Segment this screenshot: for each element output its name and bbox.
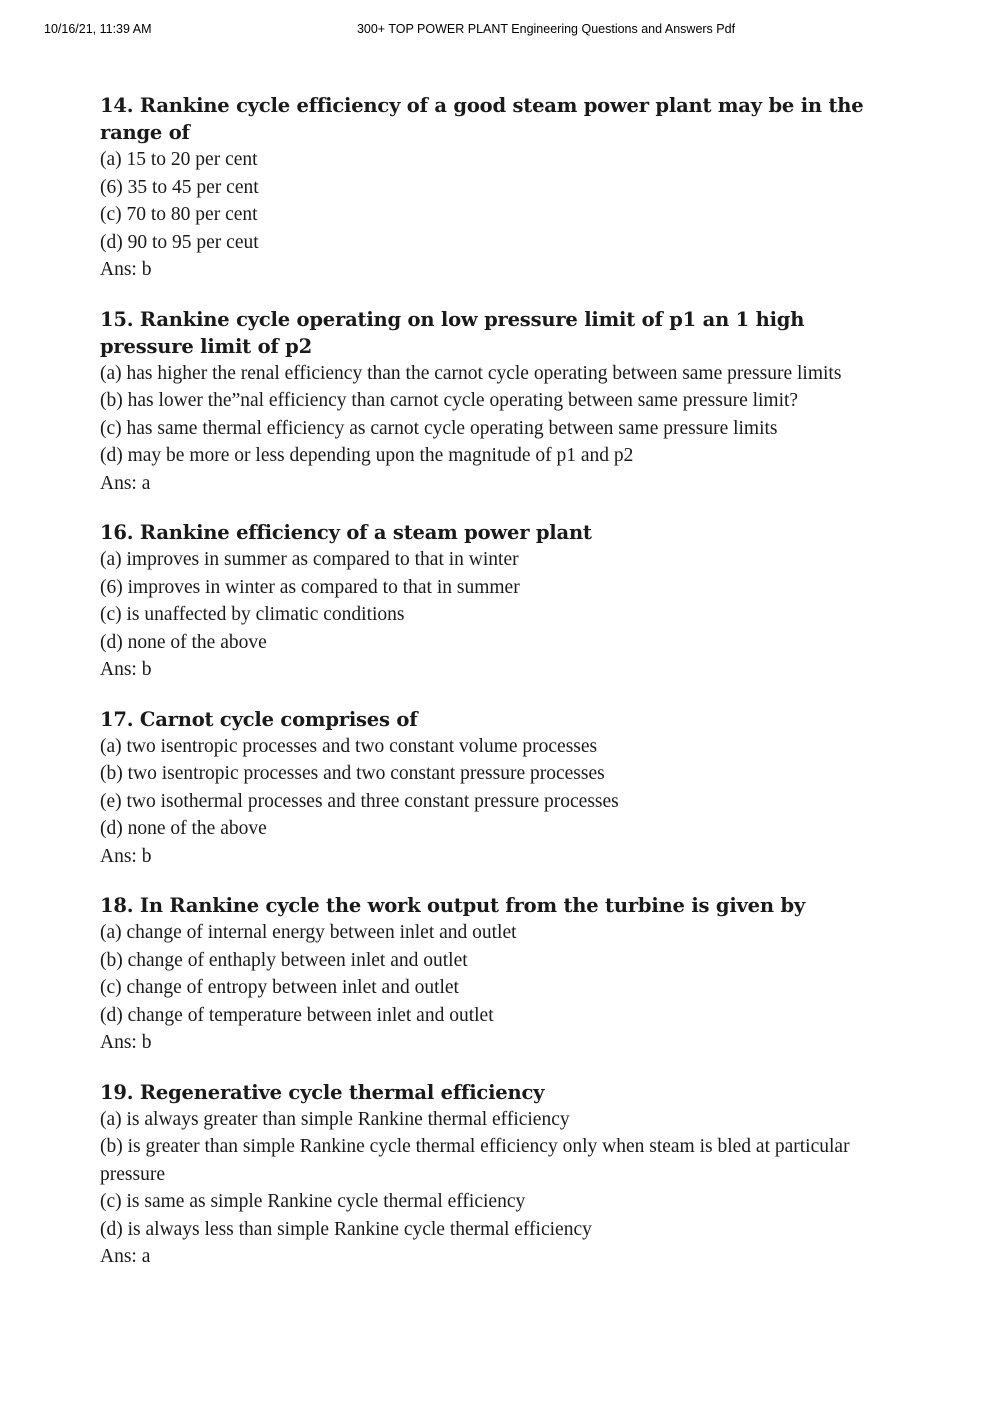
option-d: (d) may be more or less depending upon the magnitude of p1 and p2 <box>100 445 634 466</box>
option-c: (c) has same thermal efficiency as carnot cycle operating between same pressure limits <box>100 417 778 439</box>
print-header <box>0 22 992 42</box>
answer: Ans: b <box>100 845 152 867</box>
question-title: 19. Regenerative cycle thermal efficiency <box>100 1080 545 1104</box>
option-d: (d) change of temperature between inlet and outlet <box>100 1004 494 1026</box>
option-a: (a) has higher the renal efficiency than the carnot cycle operating between same pressure limits <box>100 362 842 384</box>
option-b: (b) two isentropic processes and two constant pressure processes <box>100 763 605 784</box>
question-17 <box>100 706 900 871</box>
question-15 <box>100 306 900 498</box>
question-title: 16. Rankine efficiency of a steam power plant <box>100 521 592 544</box>
option-d: (d) none of the above <box>100 631 267 653</box>
question-18 <box>100 892 900 1057</box>
option-a: (a) 15 to 20 per cent <box>100 149 258 170</box>
question-list <box>100 92 900 1293</box>
answer: Ans: b <box>100 1032 152 1053</box>
question-16 <box>100 519 900 684</box>
answer: Ans: a <box>100 472 151 494</box>
answer: Ans: b <box>100 659 152 680</box>
print-datetime: 10/16/21, 11:39 AM <box>44 22 152 36</box>
option-c: (c) 70 to 80 per cent <box>100 204 258 225</box>
option-b: (b) is greater than simple Rankine cycle thermal efficiency only when steam is bled at particular pressure <box>100 1136 850 1185</box>
option-a: (a) is always greater than simple Rankine thermal efficiency <box>100 1108 570 1130</box>
option-d: (d) is always less than simple Rankine cycle thermal efficiency <box>100 1218 592 1240</box>
answer: Ans: a <box>100 1246 151 1267</box>
question-19 <box>100 1079 900 1271</box>
answer: Ans: b <box>100 259 152 280</box>
option-b: (b) has lower the”nal efficiency than carnot cycle operating between same pressure limit? <box>100 390 799 411</box>
print-page-title: 300+ TOP POWER PLANT Engineering Questions and Answers Pdf <box>356 22 736 36</box>
question-title: 14. Rankine cycle efficiency of a good steam power plant may be in the range of <box>100 94 864 144</box>
question-title: 15. Rankine cycle operating on low pressure limit of p1 an 1 high pressure limit of p2 <box>100 307 805 358</box>
question-title: 18. In Rankine cycle the work output from the turbine is given by <box>100 894 806 917</box>
option-d: (d) 90 to 95 per ceut <box>100 231 259 253</box>
option-b: (b) change of enthaply between inlet and outlet <box>100 949 468 971</box>
option-c: (c) is same as simple Rankine cycle thermal efficiency <box>100 1191 526 1212</box>
option-c: (c) is unaffected by climatic conditions <box>100 604 405 625</box>
option-b: (6) improves in winter as compared to that in summer <box>100 576 520 598</box>
option-c: (e) two isothermal processes and three constant pressure processes <box>100 790 619 812</box>
option-b: (6) 35 to 45 per cent <box>100 176 259 198</box>
option-c: (c) change of entropy between inlet and outlet <box>100 977 459 998</box>
option-a: (a) two isentropic processes and two constant volume processes <box>100 735 598 757</box>
option-a: (a) improves in summer as compared to that in winter <box>100 549 519 570</box>
option-d: (d) none of the above <box>100 818 267 839</box>
question-14 <box>100 92 900 284</box>
question-title: 17. Carnot cycle comprises of <box>100 707 418 731</box>
option-a: (a) change of internal energy between inlet and outlet <box>100 922 517 943</box>
